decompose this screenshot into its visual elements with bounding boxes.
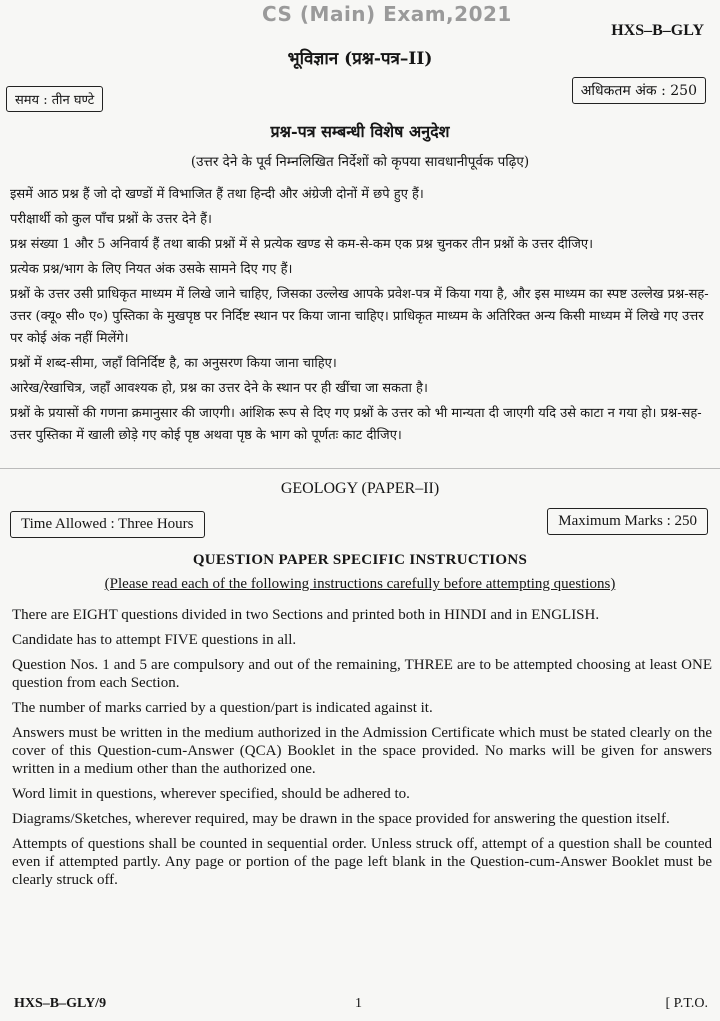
paper-code: HXS–B–GLY xyxy=(611,22,704,39)
english-marks-box: Maximum Marks : 250 xyxy=(547,508,708,535)
english-instruction: Word limit in questions, wherever specified, should be adhered to. xyxy=(12,786,410,802)
pto-marker: [ P.T.O. xyxy=(665,996,708,1011)
hindi-heading: प्रश्न-पत्र सम्बन्धी विशेष अनुदेश xyxy=(270,122,450,141)
english-instruction: Diagrams/Sketches, wherever required, may be drawn in the space provided for answering the question itself. xyxy=(12,811,670,827)
english-subheading: (Please read each of the following instructions carefully before attempting questions) xyxy=(104,576,616,592)
hindi-instruction: प्रश्नों में शब्द-सीमा, जहाँ विनिर्दिष्ट है, का अनुसरण किया जाना चाहिए। xyxy=(10,356,337,371)
english-instructions xyxy=(12,606,712,896)
page-number: 1 xyxy=(355,996,362,1011)
hindi-instruction: प्रश्नों के प्रयासों की गणना क्रमानुसार की जाएगी। आंशिक रूप से दिए गए प्रश्नों के उत्तर को भी मान्यता दी जाएगी यदि उसे काटा न गया हो। प्रश्न-सह-उत्तर पुस्तिका में खाली छोड़े गए कोई पृष्ठ अथवा पृष्ठ के भाग को पूर्णतः काट दीजिए। xyxy=(10,406,702,443)
english-instruction: Candidate has to attempt FIVE questions in all. xyxy=(12,632,297,648)
hindi-instruction: परीक्षार्थी को कुल पाँच प्रश्नों के उत्तर देने हैं। xyxy=(10,212,212,227)
english-instruction: Attempts of questions shall be counted in sequential order. Unless struck off, attempt of a question shall be counted even if attempted partly. Any page or portion of the page left blank in the Question-cum-Answer Booklet must be clearly struck off. xyxy=(12,836,712,888)
hindi-instruction: आरेख/रेखाचित्र, जहाँ आवश्यक हो, प्रश्न का उत्तर देने के स्थान पर ही खींचा जा सकता है। xyxy=(10,381,428,396)
hindi-instructions xyxy=(10,184,710,450)
english-title: GEOLOGY (PAPER–II) xyxy=(280,480,440,497)
hindi-title: भूविज्ञान (प्रश्न-पत्र–II) xyxy=(287,49,433,69)
exam-stamp: CS (Main) Exam,2021 xyxy=(262,2,512,26)
hindi-instruction: प्रत्येक प्रश्न/भाग के लिए नियत अंक उसके सामने दिए गए हैं। xyxy=(10,262,293,277)
hindi-marks-box: अधिकतम अंक : 250 xyxy=(572,77,706,104)
hindi-subheading: (उत्तर देने के पूर्व निम्नलिखित निर्देशों को कृपया सावधानीपूर्वक पढ़िए) xyxy=(190,154,530,170)
english-instruction: Answers must be written in the medium authorized in the Admission Certificate which must be stated clearly on the cover of this Question-cum-Answer (QCA) Booklet in the space provided. No marks will be given for answers written in a medium other than the authorized one. xyxy=(12,725,712,777)
english-subheading-wrap xyxy=(0,576,720,593)
english-instruction: Question Nos. 1 and 5 are compulsory and out of the remaining, THREE are to be attempted choosing at least ONE question from each Section. xyxy=(12,657,712,691)
hindi-time-box: समय : तीन घण्टे xyxy=(6,86,103,112)
english-instruction: The number of marks carried by a question/part is indicated against it. xyxy=(12,700,433,716)
section-divider xyxy=(0,468,720,469)
hindi-instruction: प्रश्न संख्या 1 और 5 अनिवार्य हैं तथा बाकी प्रश्नों में से प्रत्येक खण्ड से कम-से-कम एक प्रश्न चुनकर तीन प्रश्नों के उत्तर दीजिए। xyxy=(10,237,594,252)
english-time-box: Time Allowed : Three Hours xyxy=(10,511,205,538)
hindi-instruction: इसमें आठ प्रश्न हैं जो दो खण्डों में विभाजित हैं तथा हिन्दी और अंग्रेजी दोनों में छपे हुए हैं। xyxy=(10,187,424,202)
hindi-instruction: प्रश्नों के उत्तर उसी प्राधिकृत माध्यम में लिखे जाने चाहिए, जिसका उल्लेख आपके प्रवेश-पत्र में किया गया है, और इस माध्यम का स्पष्ट उल्लेख प्रश्न-सह-उत्तर (क्यू० सी० ए०) पुस्तिका के मुखपृष्ठ पर निर्दिष्ट स्थान पर किया जाना चाहिए। प्राधिकृत माध्यम के अतिरिक्त अन्य किसी माध्यम में लिखे गए उत्तर पर कोई अंक नहीं मिलेंगे। xyxy=(10,287,709,346)
english-instruction: There are EIGHT questions divided in two Sections and printed both in HINDI and in ENGLISH. xyxy=(12,607,600,623)
footer-paper-code: HXS–B–GLY/9 xyxy=(14,996,107,1011)
english-heading: QUESTION PAPER SPECIFIC INSTRUCTIONS xyxy=(192,552,528,568)
